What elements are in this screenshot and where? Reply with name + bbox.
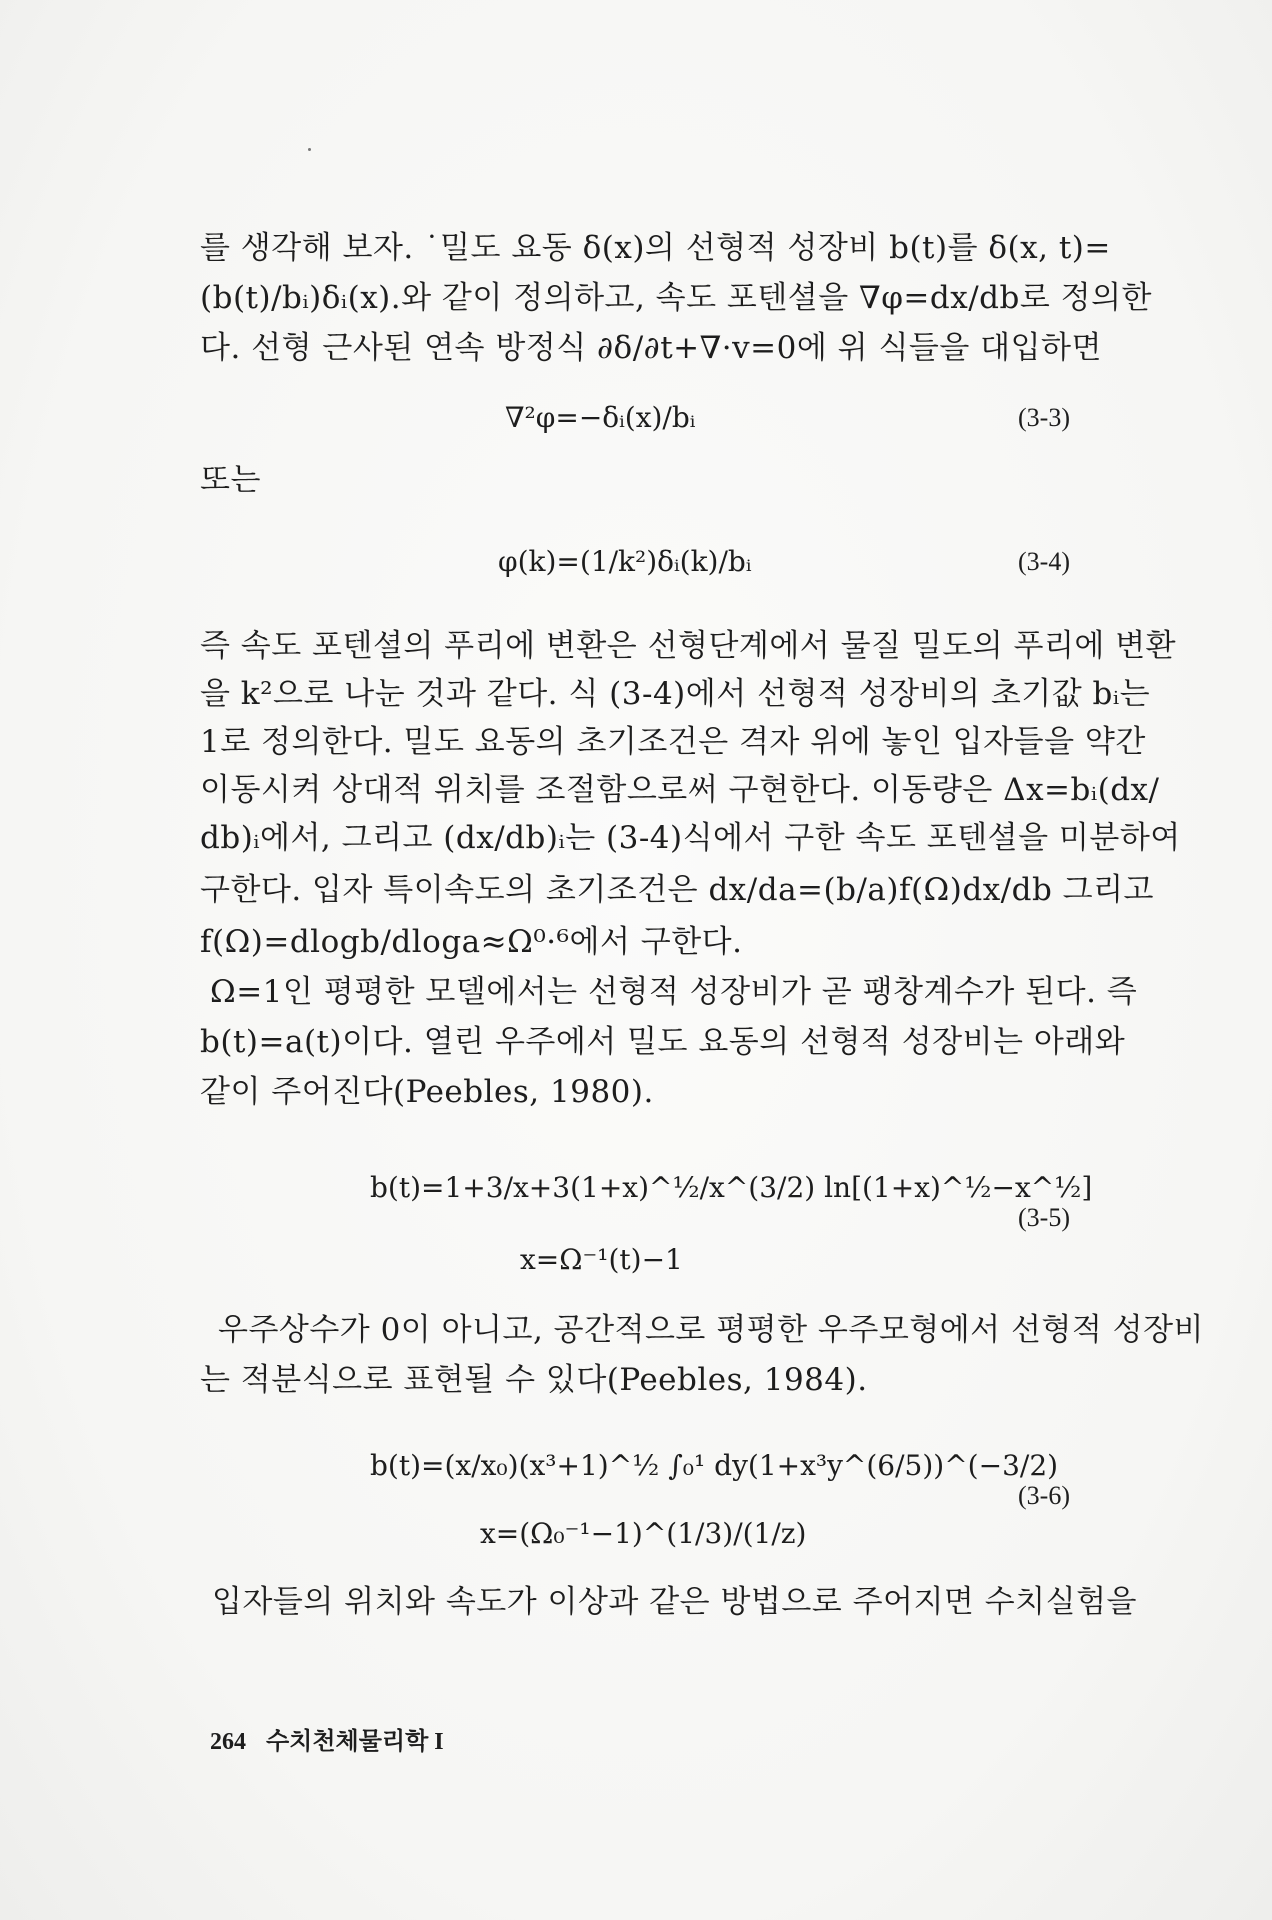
equation-3-6-line2: x=(Ω₀⁻¹−1)^(1/3)/(1/z) [480, 1517, 807, 1550]
paragraph-line: 우주상수가 0이 아니고, 공간적으로 평평한 우주모형에서 선형적 성장비 [218, 1312, 1204, 1348]
paragraph-line: f(Ω)=dlogb/dloga≈Ω⁰·⁶에서 구한다. [200, 924, 743, 960]
paragraph-line: 1로 정의한다. 밀도 요동의 초기조건은 격자 위에 놓인 입자들을 약간 [200, 724, 1146, 760]
equation-number: (3-4) [1018, 547, 1070, 576]
paragraph-line: Ω=1인 평평한 모델에서는 선형적 성장비가 곧 팽창계수가 된다. 즉 [210, 974, 1138, 1010]
book-title: 수치천체물리학 I [266, 1729, 444, 1755]
paragraph-line: db)ᵢ에서, 그리고 (dx/db)ᵢ는 (3-4)식에서 구한 속도 포텐셜을 미분하여 [200, 820, 1181, 856]
paragraph-line: (b(t)/bᵢ)δᵢ(x).와 같이 정의하고, 속도 포텐셜을 ∇φ=dx/db로 정의한 [200, 280, 1152, 316]
equation-number: (3-6) [1018, 1481, 1070, 1510]
paragraph-line: 는 적분식으로 표현될 수 있다(Peebles, 1984). [200, 1362, 868, 1398]
paragraph-line: 를 생각해 보자. ˙밀도 요동 δ(x)의 선형적 성장비 b(t)를 δ(x, t)= [200, 230, 1111, 266]
equation-number: (3-3) [1018, 403, 1070, 432]
page-footer [210, 1721, 458, 1756]
equation-3-4: φ(k)=(1/k²)δᵢ(k)/bᵢ [498, 545, 752, 578]
paragraph-line: 또는 [200, 462, 261, 498]
paragraph-line: b(t)=a(t)이다. 열린 우주에서 밀도 요동의 선형적 성장비는 아래와 [200, 1024, 1126, 1060]
equation-number: (3-5) [1018, 1203, 1070, 1232]
equation-3-3: ∇²φ=−δᵢ(x)/bᵢ [505, 401, 696, 434]
equation-3-6-line1: b(t)=(x/x₀)(x³+1)^½ ∫₀¹ dy(1+x³y^(6/5))^(−3/2) [370, 1449, 1059, 1482]
paragraph-line: 을 k²으로 나눈 것과 같다. 식 (3-4)에서 선형적 성장비의 초기값 bᵢ는 [200, 676, 1151, 712]
paragraph-line: 즉 속도 포텐셜의 푸리에 변환은 선형단계에서 물질 밀도의 푸리에 변환 [200, 628, 1177, 664]
paragraph-line: 다. 선형 근사된 연속 방정식 ∂δ/∂t+∇·v=0에 위 식들을 대입하면 [200, 330, 1102, 366]
paragraph-line: 이동시켜 상대적 위치를 조절함으로써 구현한다. 이동량은 Δx=bᵢ(dx/ [200, 772, 1160, 808]
paragraph-line: 구한다. 입자 특이속도의 초기조건은 dx/da=(b/a)f(Ω)dx/db 그리고 [200, 872, 1155, 908]
paragraph-line: 입자들의 위치와 속도가 이상과 같은 방법으로 주어지면 수치실험을 [212, 1584, 1137, 1620]
equation-3-5-line2: x=Ω⁻¹(t)−1 [520, 1243, 683, 1276]
scan-speck [308, 148, 311, 151]
page-number: 264 [210, 1729, 246, 1755]
equation-3-5-line1: b(t)=1+3/x+3(1+x)^½/x^(3/2) ln[(1+x)^½−x^½] [370, 1171, 1093, 1204]
paragraph-line: 같이 주어진다(Peebles, 1980). [200, 1074, 654, 1110]
